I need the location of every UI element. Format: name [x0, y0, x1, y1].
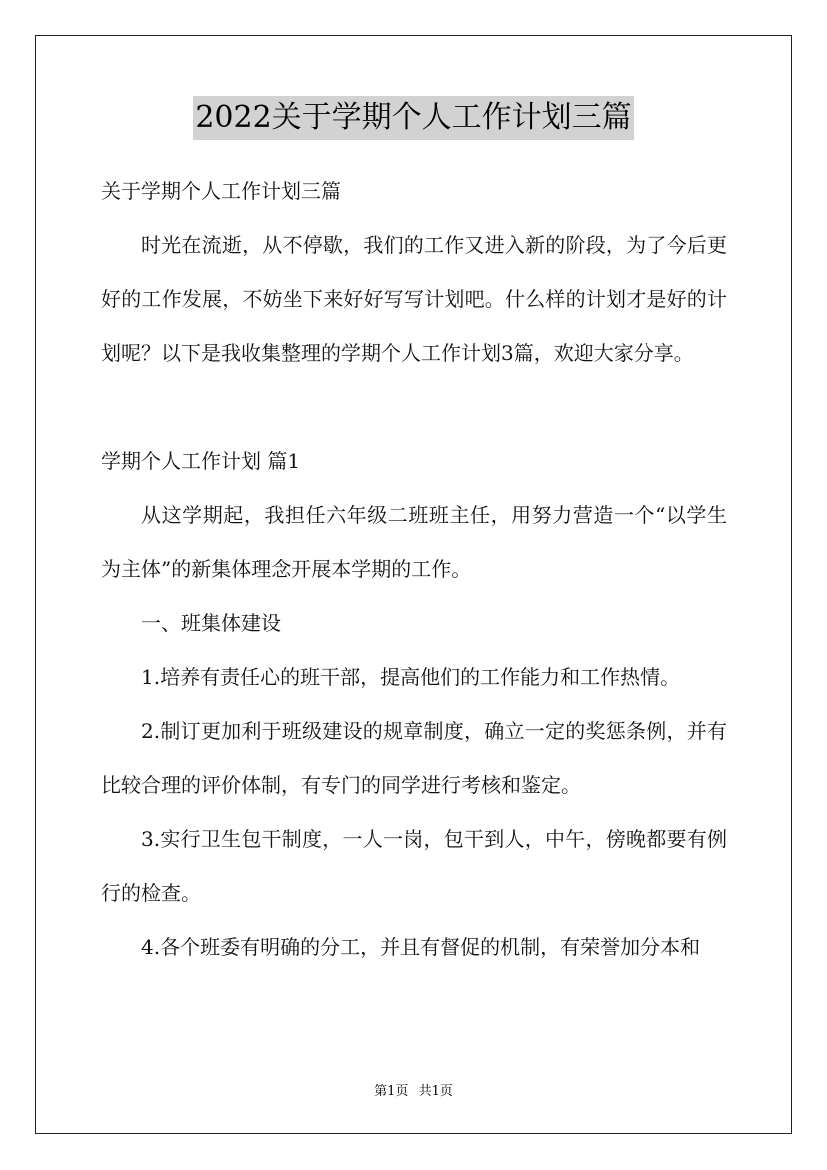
page-number: 第1页 — [374, 1084, 409, 1099]
document-title: 2022关于学期个人工作计划三篇 — [193, 96, 633, 140]
spacer — [101, 380, 727, 434]
subsection-heading: 一、班集体建设 — [141, 611, 281, 635]
title-wrapper — [0, 96, 827, 140]
list-item-3: 3.实行卫生包干制度，一人一岗，包干到人，中午，傍晚都要有例行的检查。 — [101, 827, 727, 905]
section-heading: 学期个人工作计划 篇1 — [101, 449, 301, 473]
page-footer — [0, 1082, 827, 1102]
intro-paragraph: 时光在流逝，从不停歇，我们的工作又进入新的阶段，为了今后更好的工作发展，不妨坐下来好好写写计划吧。什么样的计划才是好的计划呢？以下是我收集整理的学期个人工作计划3篇，欢迎大家分享。 — [101, 233, 727, 365]
page-total: 共1页 — [418, 1084, 453, 1099]
list-item-1: 1.培养有责任心的班干部，提高他们的工作能力和工作热情。 — [141, 665, 681, 689]
document-body — [101, 164, 727, 974]
list-item-4: 4.各个班委有明确的分工，并且有督促的机制，有荣誉加分本和 — [141, 935, 701, 959]
subtitle: 关于学期个人工作计划三篇 — [101, 179, 341, 203]
list-item-2: 2.制订更加利于班级建设的规章制度，确立一定的奖惩条例，并有比较合理的评价体制，有专门的同学进行考核和鉴定。 — [101, 719, 727, 797]
body-paragraph: 从这学期起，我担任六年级二班班主任，用努力营造一个“以学生为主体”的新集体理念开展本学期的工作。 — [101, 503, 727, 581]
